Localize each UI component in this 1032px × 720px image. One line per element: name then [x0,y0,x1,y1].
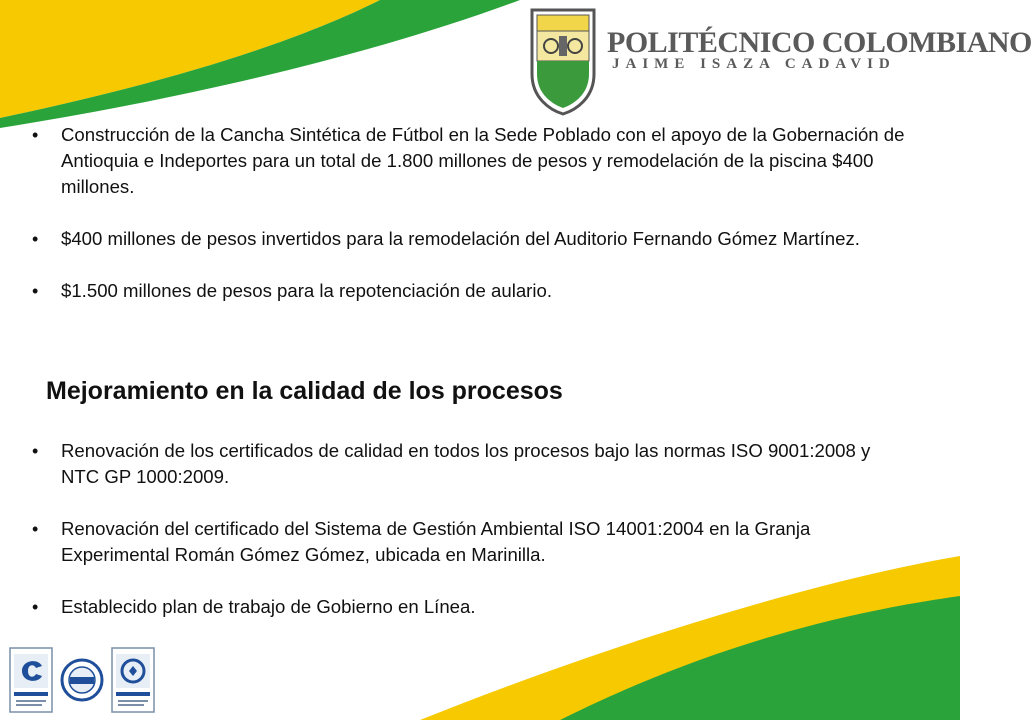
list-item [32,278,912,304]
institution-shield-icon [528,6,598,116]
section-heading: Mejoramiento en la calidad de los procesos [46,377,563,405]
bullet-dot-icon: • [32,281,39,301]
bullet-dot-icon: • [32,125,39,145]
institution-logo [528,6,1032,116]
list-item [32,438,912,490]
list-item [32,516,912,568]
quality-list [32,438,912,646]
bullet-dot-icon: • [32,597,39,617]
achievements-list [32,122,912,330]
bullet-dot-icon: • [32,519,39,539]
brand-subtitle: JAIME ISAZA CADAVID [612,56,896,72]
certification-logos [8,646,158,716]
list-item-text: $400 millones de pesos invertidos para la remodelación del Auditorio Fernando Gómez Martínez. [61,228,860,249]
list-item [32,594,912,620]
list-item-text: Renovación de los certificados de calidad en todos los procesos bajo las normas ISO 9001:2008 y NTC GP 1000:2009. [61,440,871,487]
list-item-text: Establecido plan de trabajo de Gobierno en Línea. [61,596,476,617]
icontec-iso-14001-icon [112,648,154,712]
list-item [32,226,912,252]
bullet-dot-icon: • [32,441,39,461]
bullet-dot-icon: • [32,229,39,249]
list-item-text: $1.500 millones de pesos para la repotenciación de aulario. [61,280,552,301]
icontec-iso-9001-icon [10,648,52,712]
list-item [32,122,912,200]
iqnet-icon [62,660,102,700]
list-item-text: Renovación del certificado del Sistema de Gestión Ambiental ISO 14001:2004 en la Granja Experimental Román Gómez Gómez, ubicada en Marinilla. [61,518,811,565]
list-item-text: Construcción de la Cancha Sintética de Fútbol en la Sede Poblado con el apoyo de la Gobernación de Antioquia e Indeportes para un total de 1.800 millones de pesos y remodelación de la piscina $400 millones. [61,124,905,197]
brand-name: POLITÉCNICO COLOMBIANO [607,26,1032,59]
